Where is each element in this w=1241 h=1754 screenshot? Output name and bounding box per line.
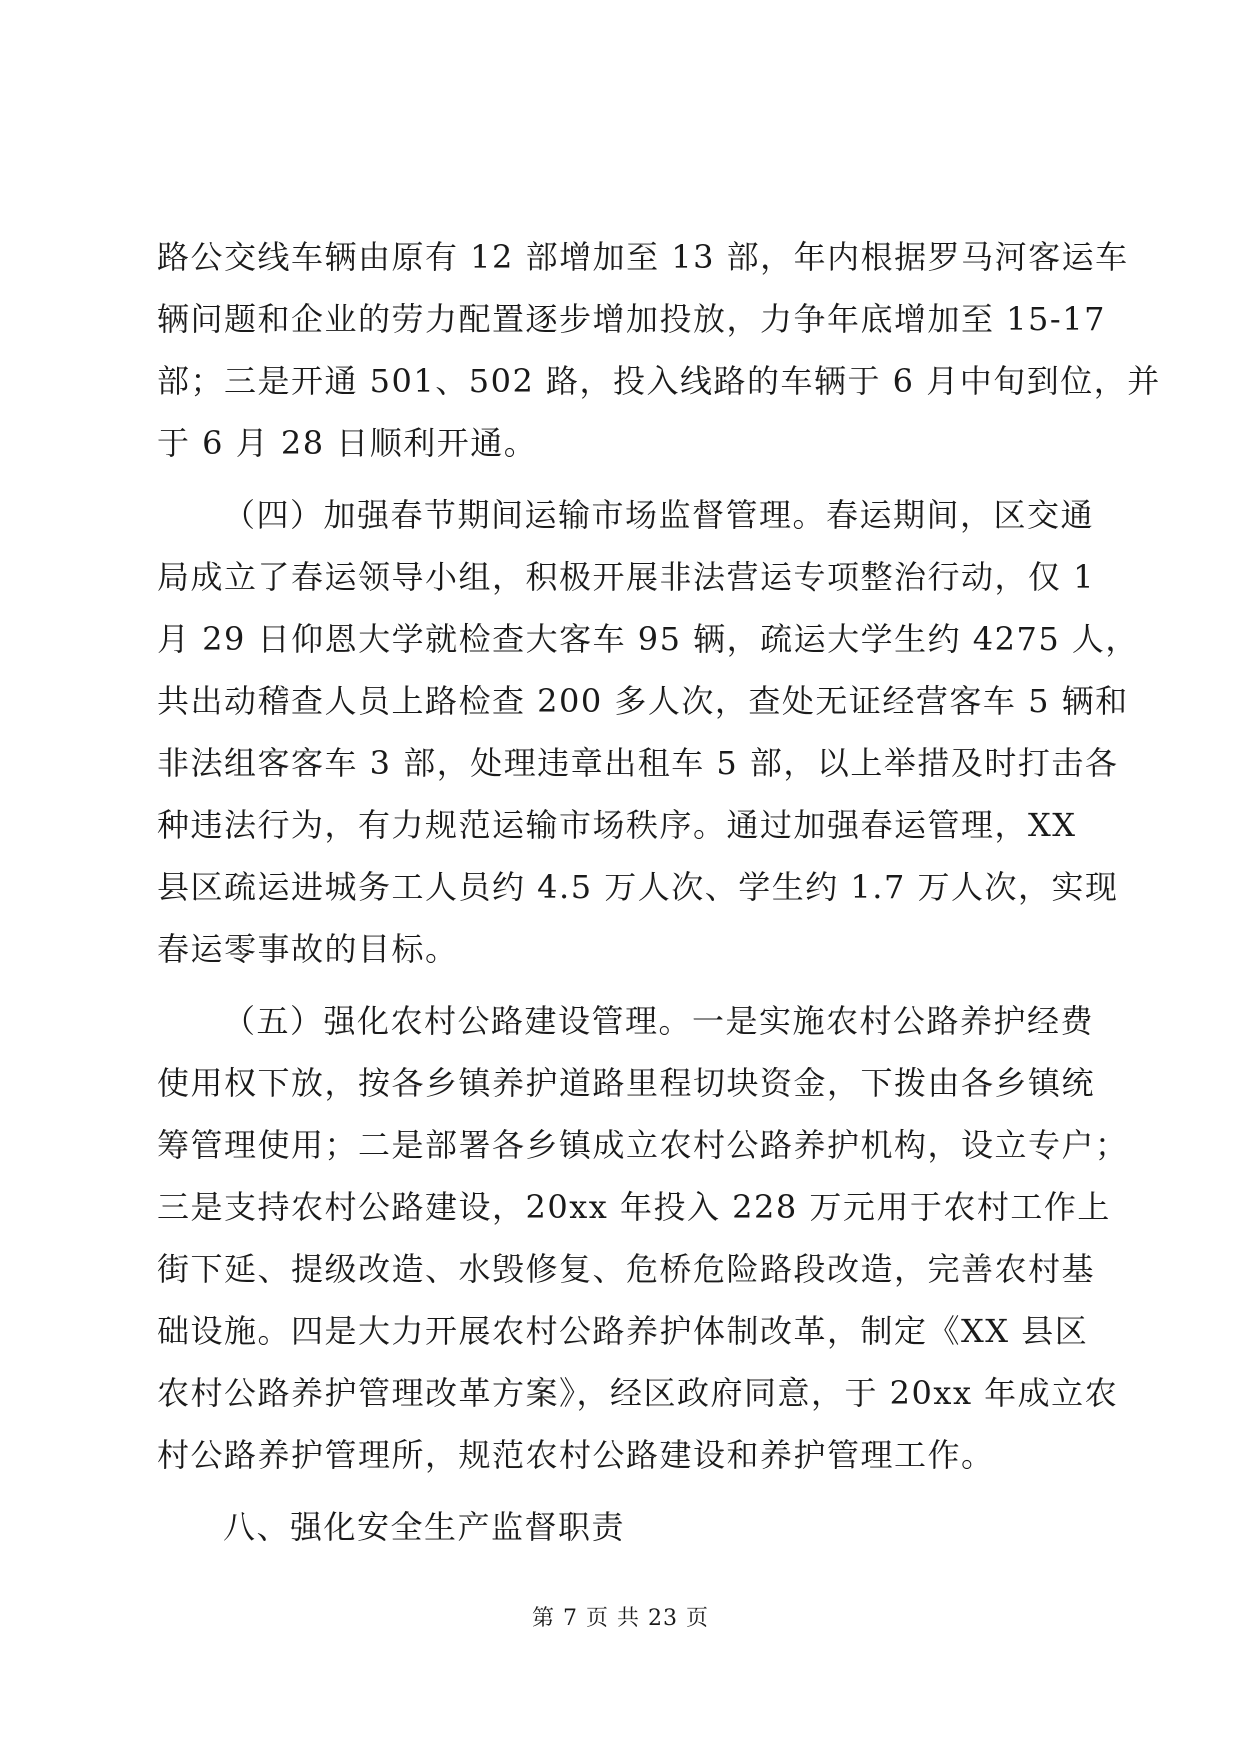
section-heading-eight: [157, 1496, 1085, 1558]
page-number-label: 第 7 页 共 23 页: [532, 1606, 709, 1631]
section-heading: 八、强化安全生产监督职责: [223, 1508, 626, 1546]
text-line: 春运零事故的目标。: [157, 930, 459, 968]
text-line: 农村公路养护管理改革方案》，经区政府同意，于 20xx 年成立农: [157, 1374, 1119, 1412]
text-line: 筹管理使用；二是部署各乡镇成立农村公路养护机构，设立专户；: [157, 1126, 1129, 1164]
document-body: [157, 226, 1161, 1558]
text-line: 村公路养护管理所，规范农村公路建设和养护管理工作。: [157, 1436, 995, 1474]
text-line: 非法组客客车 3 部，处理违章出租车 5 部，以上举措及时打击各: [157, 744, 1119, 782]
text-line: 三是支持农村公路建设，20xx 年投入 228 万元用于农村工作上: [157, 1188, 1111, 1226]
text-line: 辆问题和企业的劳力配置逐步增加投放，力争年底增加至 15-17: [157, 300, 1106, 338]
page-footer: [0, 1604, 1241, 1634]
text-line: 共出动稽查人员上路检查 200 多人次，查处无证经营客车 5 辆和: [157, 682, 1129, 720]
text-line: （四）加强春节期间运输市场监督管理。春运期间，区交通: [223, 496, 1095, 534]
text-line: 街下延、提级改造、水毁修复、危桥危险路段改造，完善农村基: [157, 1250, 1096, 1288]
text-line: 部；三是开通 501、502 路，投入线路的车辆于 6 月中旬到位，并: [157, 362, 1161, 400]
text-line: 使用权下放，按各乡镇养护道路里程切块资金，下拨由各乡镇统: [157, 1064, 1096, 1102]
text-line: 路公交线车辆由原有 12 部增加至 13 部，年内根据罗马河客运车: [157, 238, 1129, 276]
paragraph-section-five: [157, 990, 1129, 1486]
text-line: 于 6 月 28 日顺利开通。: [157, 424, 538, 462]
text-line: 县区疏运进城务工人员约 4.5 万人次、学生约 1.7 万人次，实现: [157, 868, 1119, 906]
paragraph-continuation: [157, 226, 1161, 474]
paragraph-section-four: [157, 484, 1139, 980]
text-line: 月 29 日仰恩大学就检查大客车 95 辆，疏运大学生约 4275 人，: [157, 620, 1139, 658]
text-line: 局成立了春运领导小组，积极开展非法营运专项整治行动，仅 1: [157, 558, 1096, 596]
text-line: （五）强化农村公路建设管理。一是实施农村公路养护经费: [223, 1002, 1095, 1040]
text-line: 础设施。四是大力开展农村公路养护体制改革，制定《XX 县区: [157, 1312, 1089, 1350]
text-line: 种违法行为，有力规范运输市场秩序。通过加强春运管理，XX: [157, 806, 1077, 844]
